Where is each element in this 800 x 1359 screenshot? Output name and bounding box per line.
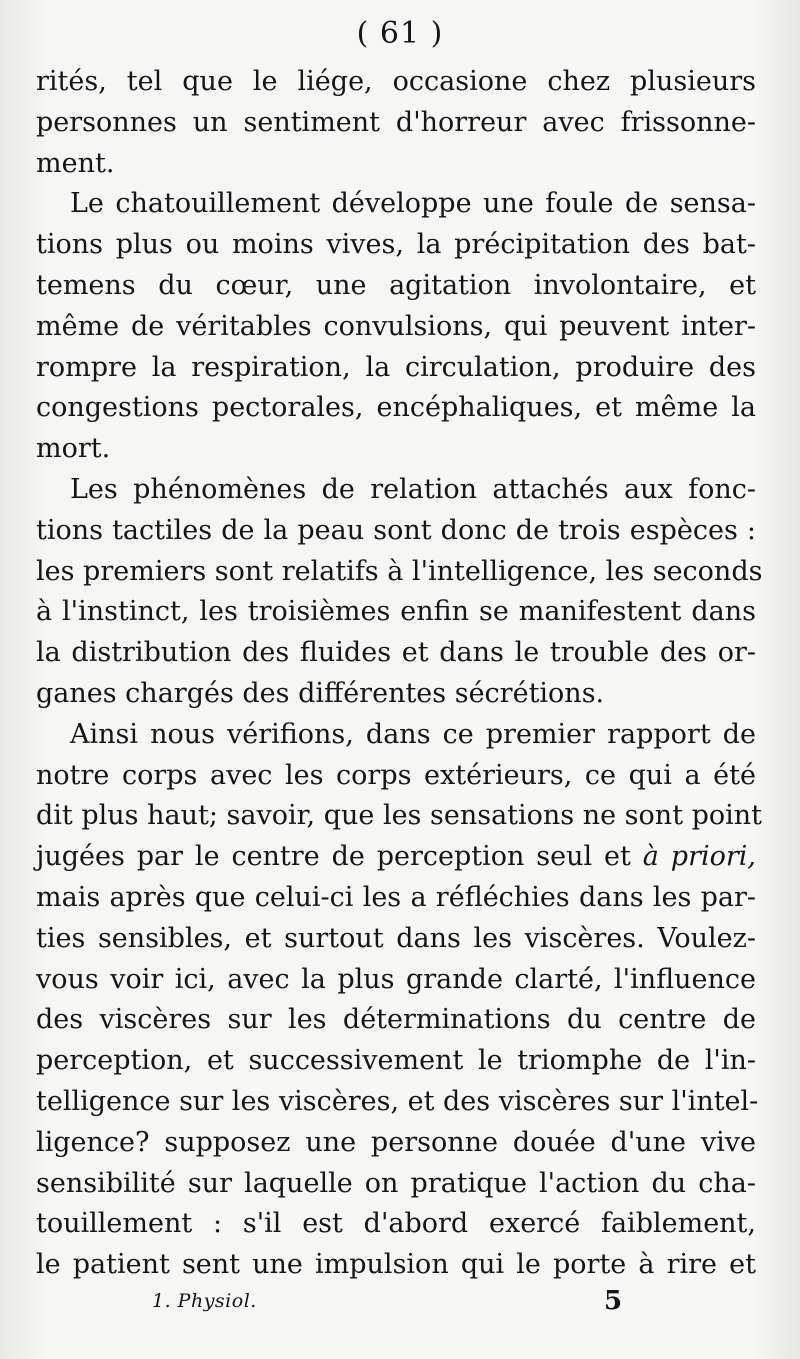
- text-line: vous voir ici, avec la plus grande clarté, l'influence: [36, 963, 756, 995]
- text-line-with-italic: [36, 837, 756, 878]
- text-line: ties sensibles, et surtout dans les viscères. Voulez-: [36, 922, 756, 954]
- page-footer: [0, 1286, 800, 1326]
- text-line: les premiers sont relatifs à l'intelligence, les seconds: [36, 555, 763, 587]
- text-line: tions tactiles de la peau sont donc de trois espèces :: [36, 514, 756, 546]
- text-line: Les phénomènes de relation attachés aux fonc-: [70, 473, 756, 505]
- text-line: rités, tel que le liége, occasione chez plusieurs: [36, 66, 756, 97]
- text-line: congestions pectorales, encéphaliques, et même la: [36, 392, 756, 424]
- page-number: ( 61 ): [356, 16, 444, 51]
- text-line: tions plus ou moins vives, la précipitation des bat-: [36, 229, 756, 261]
- text-line: Le chatouillement développe une foule de sensa-: [70, 188, 756, 220]
- text-line: à l'instinct, les troisièmes enfin se manifestent dans: [36, 596, 756, 628]
- italic-phrase: à priori,: [642, 841, 756, 873]
- text-line: touillement : s'il est d'abord exercé faiblement,: [36, 1208, 756, 1240]
- text-line: sensibilité sur laquelle on pratique l'action du cha-: [36, 1167, 756, 1199]
- body-text: [36, 62, 763, 1286]
- text-line: temens du cœur, une agitation involontaire, et: [36, 269, 756, 301]
- text-line: même de véritables convulsions, qui peuvent inter-: [36, 310, 756, 342]
- text-line-start: jugées par le centre de perception seul et: [36, 841, 631, 873]
- text-line: dit plus haut; savoir, que les sensations ne sont point: [36, 800, 763, 832]
- text-line: la distribution des fluides et dans le trouble des or-: [36, 637, 756, 669]
- signature-mark: 1. Physiol.: [152, 1290, 257, 1312]
- text-line: rompre la respiration, la circulation, produire des: [36, 351, 756, 383]
- text-line: le patient sent une impulsion qui le porte à rire et: [36, 1249, 756, 1281]
- text-line: notre corps avec les corps extérieurs, ce qui a été: [36, 759, 756, 791]
- text-line: telligence sur les viscères, et des viscères sur l'intel-: [36, 1085, 759, 1117]
- text-line: ganes chargés des différentes sécrétions.: [36, 677, 605, 709]
- text-line: mort.: [36, 433, 111, 465]
- text-line: ment.: [36, 147, 115, 179]
- text-line: personnes un sentiment d'horreur avec frissonne-: [36, 106, 756, 138]
- text-line: ligence? supposez une personne douée d'une vive: [36, 1126, 756, 1158]
- text-line: des viscères sur les déterminations du centre de: [36, 1004, 756, 1036]
- text-line: Ainsi nous vérifions, dans ce premier rapport de: [70, 718, 756, 750]
- signature-number: 5: [604, 1286, 623, 1316]
- text-line: mais après que celui-ci les a réfléchies dans les par-: [36, 881, 756, 913]
- text-line: perception, et successivement le triomphe de l'in-: [36, 1045, 756, 1077]
